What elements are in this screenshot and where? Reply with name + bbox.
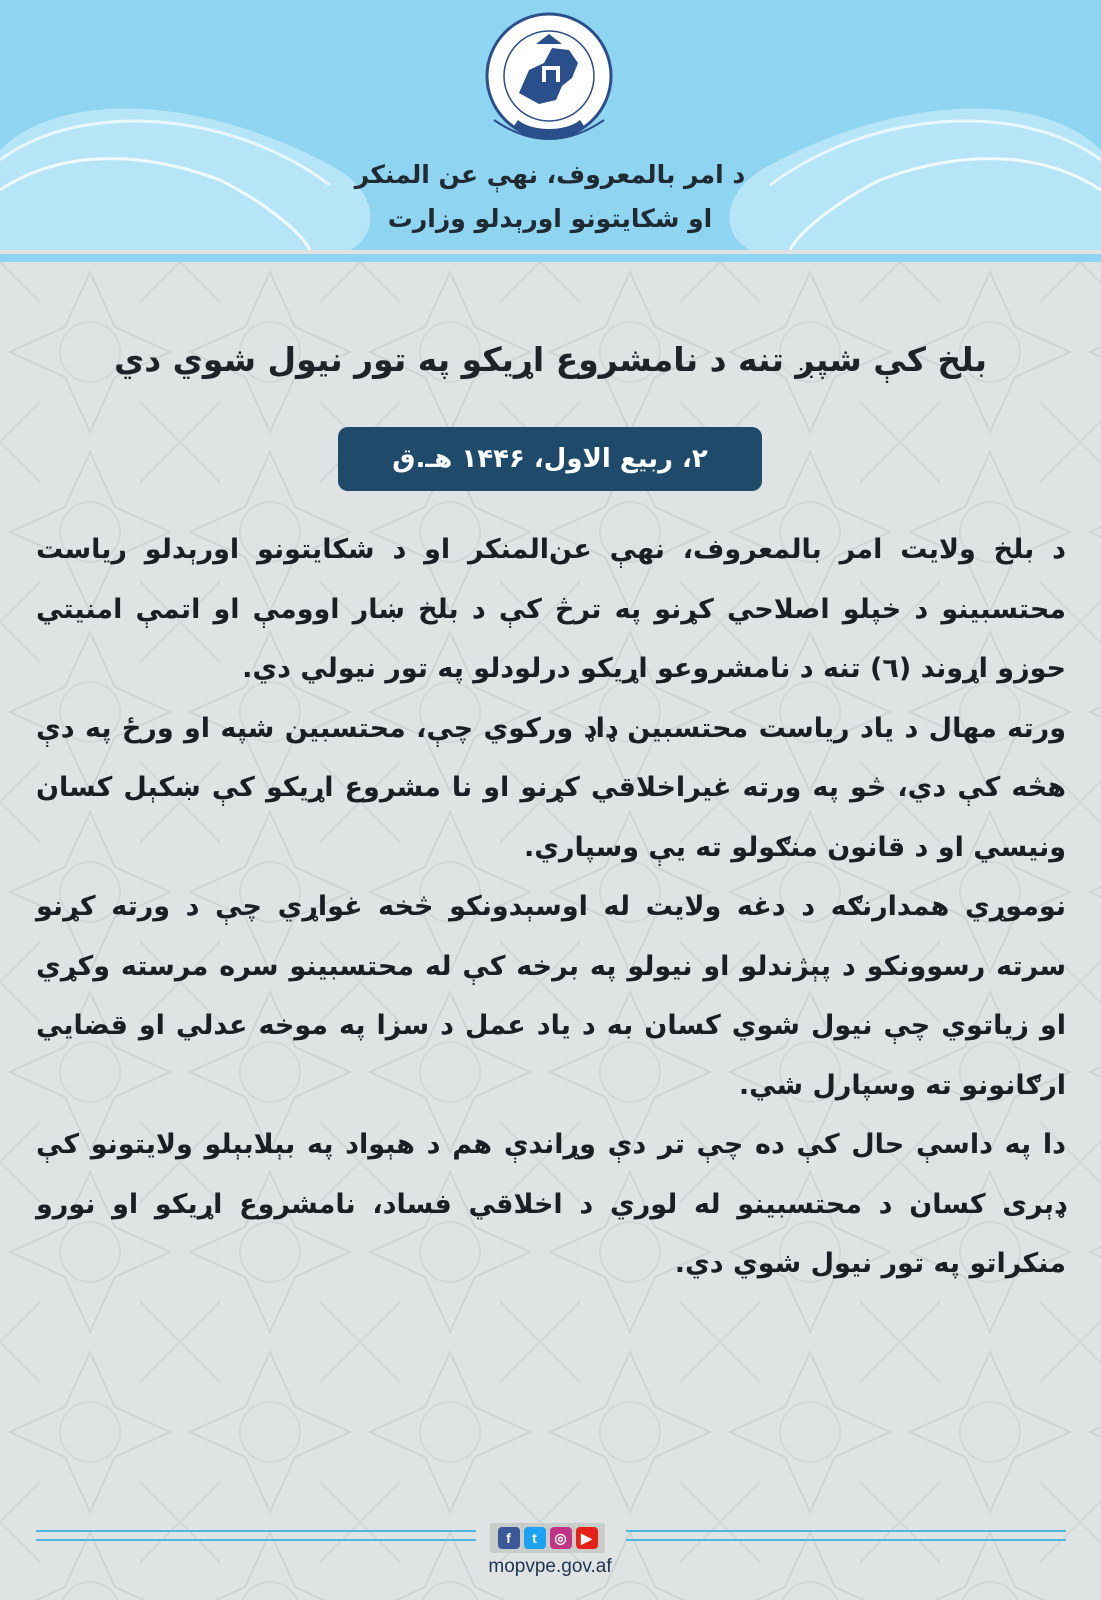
youtube-icon[interactable]: ▶ [576,1527,598,1549]
ministry-name-line2: او شکایتونو اورېدلو وزارت [387,204,713,233]
paragraph-3: نوموړي همدارنګه د دغه ولايت له اوسېدونکو څخه غواړي چې د ورته کړنو سرته رسوونکو د پېژندلو او نيولو په برخه کې له محتسبينو سره مرسته وکړي او زياتوي چې نيول شوي کسان به د ياد عمل د سزا په موخه عدلي او قضايي ارګانونو ته وسپارل شي. [36,891,1066,1101]
instagram-icon[interactable]: ◎ [550,1527,572,1549]
article-title: بلخ کې شپږ تنه د نامشروع اړيکو په تور نيول شوي دي [113,340,988,379]
header-divider-bar [0,254,1101,262]
ministry-logo [474,8,624,158]
ministry-name-line1: د امر بالمعروف، نهې عن المنکر [354,160,746,189]
paragraph-1: د بلخ ولايت امر بالمعروف، نهې عن‌المنکر او د شکايتونو اورېدلو رياست محتسبينو د خپلو اصلاحي کړنو په ترڅ کې د بلخ ښار اوومې او اتمې امنيتي حوزو اړوند (٦) تنه د نامشروعو اړيکو درلودلو په تور نيولي دي. [36,534,1066,684]
header-banner [0,0,1101,250]
facebook-icon[interactable]: f [498,1527,520,1549]
twitter-icon[interactable]: t [524,1527,546,1549]
paragraph-4: دا په داسې حال کې ده چې تر دې وړاندې هم د هېواد په بېلابېلو ولايتونو کې ډېری کسان د محتسبينو له لوري د اخلاقي فساد، نامشروع اړيکو او نورو منکراتو په تور نيول شوي دي. [36,1129,1066,1279]
paragraph-2: ورته مهال د ياد رياست محتسبين ډاډ ورکوي چې، محتسبين شپه او ورځ په دې هڅه کې دي، څو په ورته غيراخلاقي کړنو او نا مشروع اړيکو کې ښکېل کسان ونيسي او د قانون منګولو ته يې وسپاري. [36,712,1066,863]
social-icons [490,1523,605,1553]
website-link[interactable]: mopvpe.gov.af [488,1556,612,1577]
article-body [36,520,1066,1294]
date-badge: ۲، ربيع الاول، ۱۴۴۶ هـ.ق [338,427,762,491]
